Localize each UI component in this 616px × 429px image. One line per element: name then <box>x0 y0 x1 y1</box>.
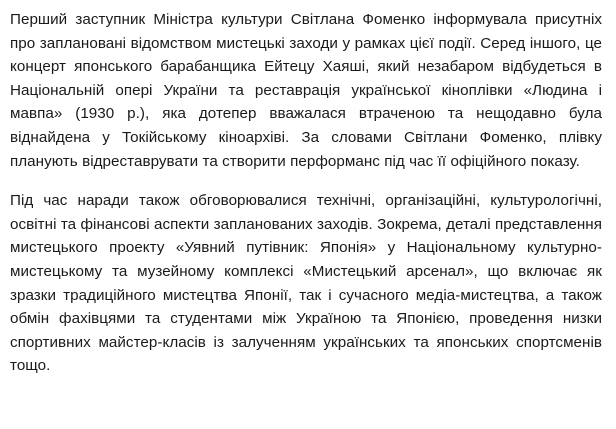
paragraph-1: Перший заступник Міністра культури Світлана Фоменко інформувала присутніх про заплановані відомством мистецькі заходи у рамках цієї події. Серед іншого, це концерт японського барабанщика Ейтецу Хаяші, який незабаром відбудеться в Національній опері України та реставрація української кіноплівки «Людина і мавпа» (1930 р.), яка дотепер вважалася втраченою та нещодавно була віднайдена у Токійському кіноархіві. За словами Світлани Фоменко, плівку планують відреставрувати та створити перформанс під час її офіційного показу. <box>10 11 602 170</box>
paragraph-2: Під час наради також обговорювалися технічні, організаційні, культурологічні, освітні та фінансові аспекти запланованих заходів. Зокрема, деталі представлення мистецького проекту «Уявний путівник: Японія» у Національному культурно-мистецькому та музейному комплексі «Мистецький арсенал», що включає як зразки традиційного мистецтва Японії, так і сучасного медіа-мистецтва, а також обмін фахівцями та студентами між Україною та Японією, проведення низки спортивних майстер-класів із залученням українських та японських спортсменів тощо. <box>10 192 602 375</box>
